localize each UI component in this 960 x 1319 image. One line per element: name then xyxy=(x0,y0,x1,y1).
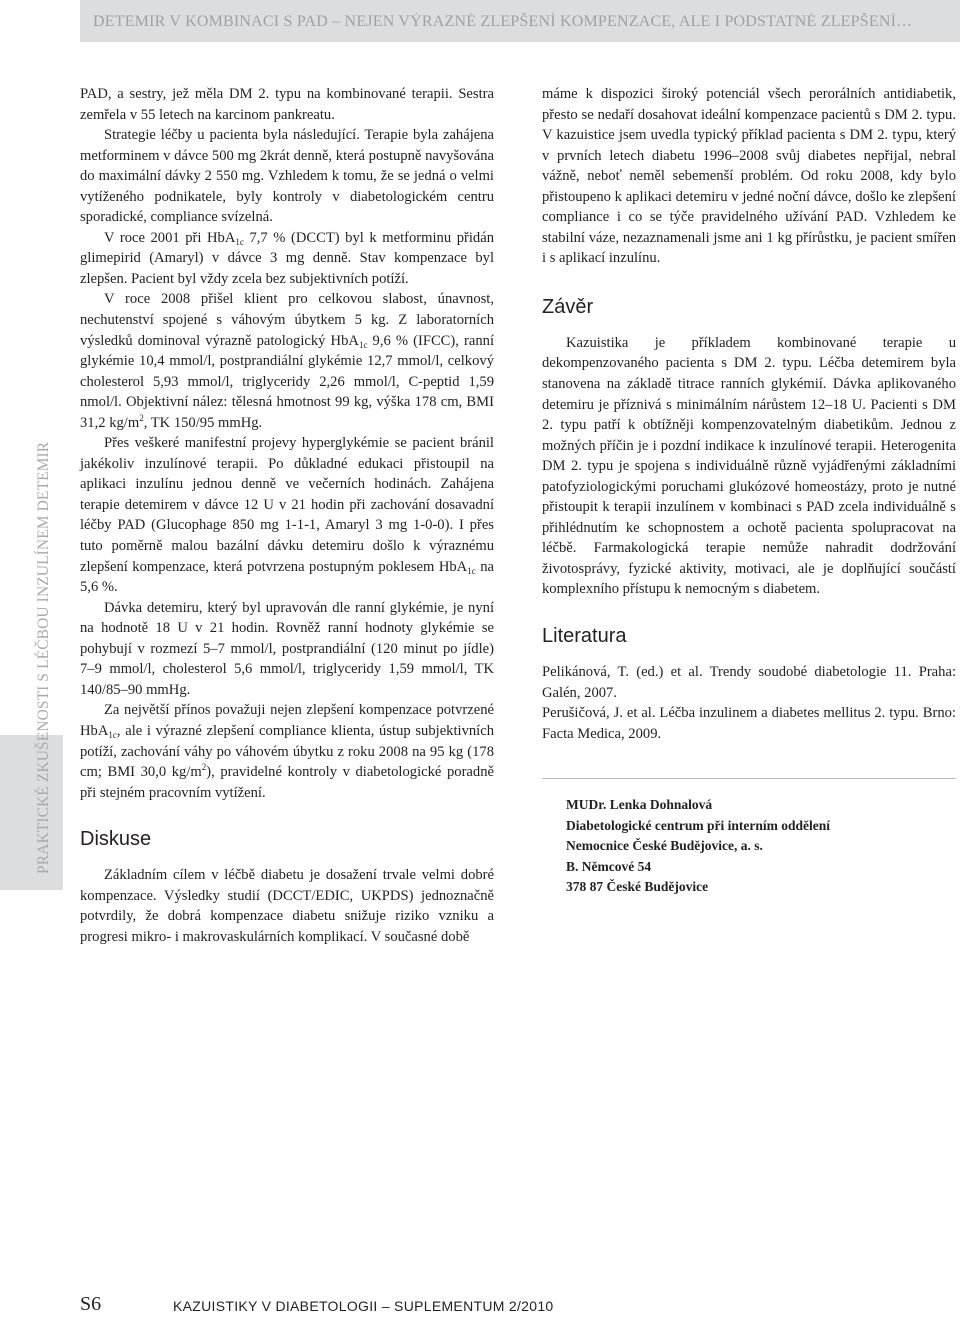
author-affiliation: Diabetologické centrum při interním oddělení xyxy=(566,817,830,833)
page-number: S6 xyxy=(80,1293,102,1315)
side-tab xyxy=(0,735,63,890)
discussion-heading: Diskuse xyxy=(80,828,152,851)
reference-list xyxy=(542,662,956,744)
paragraph: V roce 2001 při HbA$_{1c}$ 7,7 % (DCCT) byl k metforminu přidán glimepirid (Amaryl) v dávce 3 mg denně. Stav kompenzace byl zlepšen. Pacient byl vždy zcela bez subjektivních potíží. xyxy=(80,229,494,287)
paragraph: Strategie léčby u pacienta byla následující. Terapie byla zahájena metforminem v dávce 500 mg 2krát denně, která postupně navyšována do maximální dávky 2 550 mg. Vzhledem k tomu, že se jedná o velmi vytíženého podnikatele, byly kontroly v diabetologickém centru sporadické, compliance svízelná. xyxy=(80,127,494,226)
paragraph: Přes veškeré manifestní projevy hyperglykémie se pacient bránil jakékoliv inzulínové terapii. Po důkladné edukaci přistoupil na aplikaci inzulínu jednou denně ve večerních hodinách. Zahájena terapie detemirem v dávce 12 U v 21 hodin při zachování dosavadní léčby PAD (Glucophage 850 mg 1-1-1, Amaryl 3 mg 1-0-0). I přes tuto poměrně malou bazální dávku detemiru došlo k výraznému zlepšení kompenzace, která potvrzena postupným poklesem HbA$_{1c}$ na 5,6 %. xyxy=(80,435,494,596)
author-contact xyxy=(542,778,956,898)
right-column xyxy=(542,84,956,744)
journal-name: KAZUISTIKY V DIABETOLOGII – SUPLEMENTUM 2/2010 xyxy=(173,1298,554,1314)
side-tab-label: PRAKTICKÉ ZKUŠENOSTI S LÉČBOU INZULÍNEM DETEMIR xyxy=(35,441,52,874)
reference-item: Pelikánová, T. (ed.) et al. Trendy soudobé diabetologie 11. Praha: Galén, 2007. xyxy=(542,664,956,701)
paragraph: Základním cílem v léčbě diabetu je dosažení trvale velmi dobré kompenzace. Výsledky studií (DCCT/EDIC, UKPDS) jednoznačně potvrdily, že dobrá kompenzace diabetu snižuje riziko vzniku a progresi mikro- i makrovaskulárních komplikací. V současné době xyxy=(80,867,494,945)
running-title: DETEMIR V KOMBINACI S PAD – NEJEN VÝRAZNÉ ZLEPŠENÍ KOMPENZACE, ALE I PODSTATNÉ ZLEPŠENÍ… xyxy=(93,13,913,30)
paragraph: Dávka detemiru, který byl upravován dle ranní glykémie, je nyní na hodnotě 18 U v 21 hodin. Rovněž ranní hodnoty glykémie se pohybují v rozmezí 5–7 mmol/l, postprandiální (120 minut po jídle) 7–9 mmol/l, cholesterol 5,6 mmol/l, triglyceridy 1,59 mmol/l, TK 140/85–90 mmHg. xyxy=(80,599,494,698)
literature-heading: Literatura xyxy=(542,625,627,648)
author-name: MUDr. Lenka Dohnalová xyxy=(566,797,713,812)
left-column xyxy=(80,84,494,947)
author-hospital: Nemocnice České Budějovice, a. s. xyxy=(566,838,763,853)
paragraph: Za největší přínos považuji nejen zlepšení kompenzace potvrzené HbA$_{1c}$, ale i výrazné zlepšení compliance klienta, ústup subjektivních potíží, zachování váhy po váhovém úbytku z roku 2008 na 95 kg (178 cm; BMI 30,0 $kg/m^2$), pravidelné kontroly v diabetologické poradně při stejném pracovním vytížení. xyxy=(80,702,494,801)
reference-item: Perušičová, J. et al. Léčba inzulinem a diabetes mellitus 2. typu. Brno: Facta Medica, 2009. xyxy=(542,705,956,742)
conclusion-heading: Závěr xyxy=(542,295,594,318)
paragraph: Kazuistika je příkladem kombinované terapie u dekompenzovaného pacienta s DM 2. typu. Léčba detemirem byla stanovena na základě titrace ranních glykémií. Dávka aplikovaného detemiru je příznivá s minimálním nárůstem 12–18 U. Pacienti s DM 2. typu patří k obtížněji kompenzovatelným diabetikům. Jednou z možných příčin je i pozdní indikace k inzulínové terapii. Heterogenita DM 2. typu je spojena s individuálně různě vyjádřenými základními patofyziologickými poruchami glukózové homeostázy, proto je nutné přistoupit k terapii inzulínem v kombinaci s PAD zcela individuálně s přihlédnutím ke schopnostem a ochotě pacienta spolupracovat na léčbě. Farmakologická terapie nemůže nahradit dodržování životosprávy, fyzické aktivity, motivaci, ale je doplňující součástí komplexního přístupu k nemocným s diabetem. xyxy=(542,334,956,598)
paragraph: PAD, a sestry, jež měla DM 2. typu na kombinované terapii. Sestra zemřela v 55 letech na karcinom pankreatu. xyxy=(80,86,494,123)
paragraph: máme k dispozici široký potenciál všech perorálních antidiabetik, přesto se nedaří dosahovat ideální kompenzace pacientů s DM 2. typu. V kazuistice jsem uvedla typický příklad pacienta s DM 2. typu, který v prvních letech diabetu 1996–2008 svůj diabetes nepřijal, nebral vážně, neboť neměl sebemenší problém. Od roku 2008, kdy bylo přistoupeno k aplikaci detemiru v jedné noční dávce, došlo ke zlepšení compliance i co se týče pravidelného užívání PAD. Vzhledem ke stabilní váze, nezaznamenali jsme ani 1 kg přírůstku, je pacient smířen i s aplikací inzulínu. xyxy=(542,86,956,267)
author-city: 378 87 České Budějovice xyxy=(566,879,709,894)
author-street: B. Němcové 54 xyxy=(566,858,652,874)
paragraph: V roce 2008 přišel klient pro celkovou slabost, únavnost, nechutenství spojené s váhovým úbytkem 5 kg. Z laboratorních výsledků dominoval výrazně patologický HbA$_{1c}$ 9,6 % (IFCC), ranní glykémie 10,4 mmol/l, postprandiální glykémie 12,7 mmol/l, celkový cholesterol 5,93 mmol/l, triglyceridy 2,26 mmol/l, C-peptid 1,59 nmol/l. Objektivní nález: tělesná hmotnost 99 kg, výška 178 cm, BMI 31,2 $kg/m^2$, TK 150/95 mmHg. xyxy=(80,291,494,431)
